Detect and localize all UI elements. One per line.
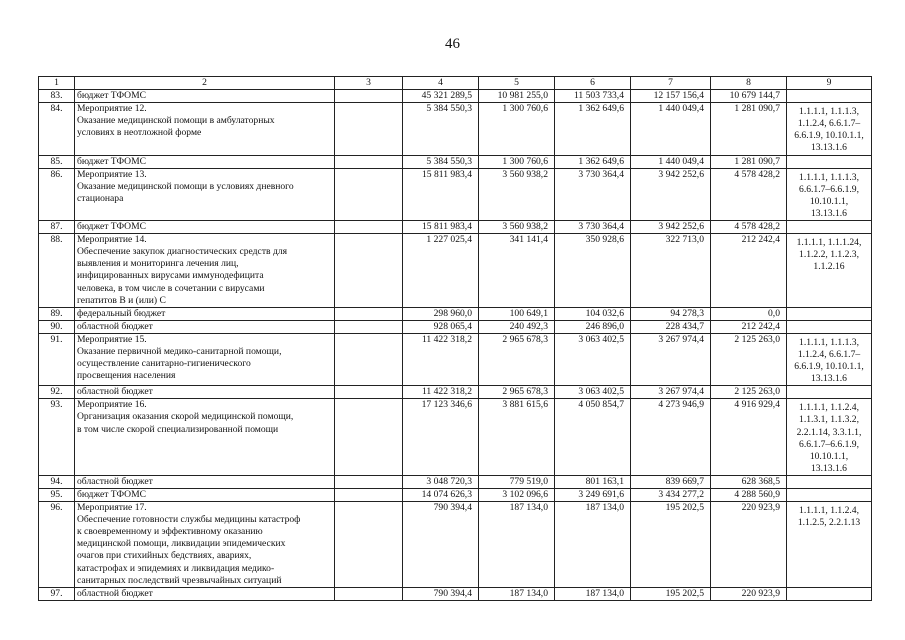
year-2-value: 3 063 402,5 (555, 386, 631, 399)
description-line: Мероприятие 15. (77, 333, 147, 345)
year-1-value: 2 965 678,3 (479, 333, 555, 385)
indicator-codes (787, 155, 872, 168)
code-line: 13.13.1.6 (811, 462, 847, 474)
year-1-value: 1 300 760,6 (479, 155, 555, 168)
header-cell: 3 (335, 77, 403, 90)
description-line: областной бюджет (77, 320, 153, 332)
code-line: 2.2.1.14, 3.3.1.1, (796, 426, 862, 438)
total-value: 17 123 346,6 (403, 399, 479, 476)
row-description (75, 90, 335, 103)
row-number: 93. (39, 399, 75, 476)
table-body (39, 90, 872, 601)
year-2-value: 3 730 364,4 (555, 221, 631, 234)
indicator-codes (787, 386, 872, 399)
code-line: 1.1.2.2, 1.1.2.3, (799, 249, 859, 261)
description-line: очагов при стихийных бедствиях, авариях, (77, 550, 252, 562)
code-line: 13.13.1.6 (811, 207, 847, 219)
code-line: 1.1.2.16 (813, 261, 845, 273)
indicator-codes (787, 307, 872, 320)
year-3-value: 839 669,7 (631, 475, 711, 488)
row-description (75, 307, 335, 320)
code-line: 1.1.1.1, 1.1.1.3, (799, 171, 859, 183)
table-row (39, 90, 872, 103)
description-line: выявления и мониторинга лечения лиц, (77, 258, 239, 270)
description-line: федеральный бюджет (77, 307, 166, 319)
indicator-codes (787, 587, 872, 600)
year-2-value: 4 050 854,7 (555, 399, 631, 476)
column-3-value (335, 155, 403, 168)
header-cell: 9 (787, 77, 872, 90)
year-1-value: 3 102 096,6 (479, 489, 555, 502)
row-number: 97. (39, 587, 75, 600)
description-line: бюджет ТФОМС (77, 489, 146, 500)
year-1-value: 341 141,4 (479, 234, 555, 308)
year-4-value: 220 923,9 (711, 502, 787, 588)
header-row (39, 77, 872, 90)
header-cell: 5 (479, 77, 555, 90)
table-row (39, 320, 872, 333)
header-cell: 7 (631, 77, 711, 90)
table-row (39, 502, 872, 588)
table-row (39, 155, 872, 168)
row-number: 89. (39, 307, 75, 320)
code-line: 6.6.1.7–6.6.1.9, (799, 438, 859, 450)
code-line: 6.6.1.9, 10.10.1.1, (794, 361, 864, 373)
column-3-value (335, 475, 403, 488)
year-2-value: 3 730 364,4 (555, 168, 631, 220)
column-3-value (335, 399, 403, 476)
year-3-value: 322 713,0 (631, 234, 711, 308)
header-cell: 4 (403, 77, 479, 90)
table-row (39, 587, 872, 600)
year-4-value: 1 281 090,7 (711, 155, 787, 168)
code-line: 1.1.1.1, 1.1.2.4, (799, 402, 859, 414)
row-description (75, 221, 335, 234)
code-line: 1.1.1.1, 1.1.1.24, (796, 237, 862, 249)
year-1-value: 779 519,0 (479, 475, 555, 488)
year-4-value: 4 578 428,2 (711, 168, 787, 220)
year-4-value: 2 125 263,0 (711, 333, 787, 385)
column-3-value (335, 386, 403, 399)
year-3-value: 3 434 277,2 (631, 489, 711, 502)
row-description (75, 155, 335, 168)
indicator-codes (787, 320, 872, 333)
description-line: бюджет ТФОМС (77, 221, 146, 233)
code-line: 1.1.2.5, 2.2.1.13 (797, 517, 861, 529)
year-2-value: 1 362 649,6 (555, 103, 631, 155)
row-description (75, 399, 335, 476)
row-description (75, 320, 335, 333)
indicator-codes (787, 103, 872, 155)
description-line: областной бюджет (77, 386, 153, 398)
description-line: Мероприятие 12. (77, 103, 147, 115)
row-description (75, 502, 335, 588)
code-line: 1.1.2.4, 6.6.1.7– (797, 118, 861, 130)
year-1-value: 3 560 938,2 (479, 221, 555, 234)
row-description (75, 103, 335, 155)
table-row (39, 234, 872, 308)
description-line: Обеспечение закупок диагностических средств для (77, 246, 288, 258)
description-line: инфицированных вирусами иммунодефицита (77, 270, 264, 282)
table-row (39, 399, 872, 476)
total-value: 928 065,4 (403, 320, 479, 333)
description-line: Обеспечение готовности службы медицины катастроф (77, 514, 301, 526)
row-description (75, 587, 335, 600)
year-3-value: 1 440 049,4 (631, 103, 711, 155)
table-row (39, 386, 872, 399)
total-value: 14 074 626,3 (403, 489, 479, 502)
year-3-value: 94 278,3 (631, 307, 711, 320)
description-line: Оказание медицинской помощи в амбулаторных (77, 115, 275, 127)
description-line: просвещения населения (77, 370, 176, 382)
description-line: Мероприятие 13. (77, 168, 147, 180)
column-3-value (335, 168, 403, 220)
description-line: условиях в неотложной форме (77, 127, 202, 139)
total-value: 11 422 318,2 (403, 333, 479, 385)
column-3-value (335, 587, 403, 600)
row-number: 94. (39, 475, 75, 488)
code-line: 10.10.1.1, (809, 450, 849, 462)
code-line: 1.1.1.1, 1.1.1.3, (799, 336, 859, 348)
row-number: 92. (39, 386, 75, 399)
row-number: 83. (39, 90, 75, 103)
column-3-value (335, 221, 403, 234)
description-line: санитарных последствий чрезвычайных ситуаций (77, 574, 282, 586)
header-cell: 1 (39, 77, 75, 90)
year-3-value: 195 202,5 (631, 587, 711, 600)
row-description (75, 333, 335, 385)
code-line: 13.13.1.6 (811, 142, 847, 154)
indicator-codes (787, 502, 872, 588)
row-description (75, 168, 335, 220)
header-cell: 8 (711, 77, 787, 90)
row-description (75, 386, 335, 399)
column-3-value (335, 103, 403, 155)
year-4-value: 4 916 929,4 (711, 399, 787, 476)
year-4-value: 1 281 090,7 (711, 103, 787, 155)
column-3-value (335, 320, 403, 333)
header-cell: 2 (75, 77, 335, 90)
table-row (39, 307, 872, 320)
year-4-value: 4 578 428,2 (711, 221, 787, 234)
year-1-value: 3 560 938,2 (479, 168, 555, 220)
row-number: 87. (39, 221, 75, 234)
description-line: областной бюджет (77, 587, 153, 599)
description-line: Мероприятие 17. (77, 502, 147, 514)
description-line: Организация оказания скорой медицинской помощи, (77, 411, 294, 423)
row-number: 95. (39, 489, 75, 502)
year-2-value: 187 134,0 (555, 502, 631, 588)
description-line: стационара (77, 192, 124, 204)
description-line: гепатитов В и (или) С (77, 294, 166, 306)
year-1-value: 10 981 255,0 (479, 90, 555, 103)
header-cell: 6 (555, 77, 631, 90)
year-2-value: 1 362 649,6 (555, 155, 631, 168)
page-number: 46 (445, 36, 460, 52)
indicator-codes (787, 489, 872, 502)
code-line: 1.1.3.1, 1.1.3.2, (799, 414, 859, 426)
indicator-codes (787, 333, 872, 385)
year-4-value: 4 288 560,9 (711, 489, 787, 502)
year-4-value: 2 125 263,0 (711, 386, 787, 399)
total-value: 45 321 289,5 (403, 90, 479, 103)
year-4-value: 212 242,4 (711, 234, 787, 308)
year-3-value: 3 267 974,4 (631, 333, 711, 385)
table-row (39, 221, 872, 234)
year-2-value: 350 928,6 (555, 234, 631, 308)
description-line: бюджет ТФОМС (77, 90, 146, 102)
row-number: 85. (39, 155, 75, 168)
year-2-value: 801 163,1 (555, 475, 631, 488)
description-line: к своевременному и эффективному оказанию (77, 526, 263, 538)
year-3-value: 3 942 252,6 (631, 221, 711, 234)
indicator-codes (787, 221, 872, 234)
year-3-value: 228 434,7 (631, 320, 711, 333)
year-1-value: 100 649,1 (479, 307, 555, 320)
year-1-value: 2 965 678,3 (479, 386, 555, 399)
year-4-value: 220 923,9 (711, 587, 787, 600)
description-line: в том числе скорой специализированной помощи (77, 423, 279, 435)
code-line: 1.1.1.1, 1.1.2.4, (799, 505, 859, 517)
year-4-value: 628 368,5 (711, 475, 787, 488)
description-line: областной бюджет (77, 475, 153, 487)
year-3-value: 1 440 049,4 (631, 155, 711, 168)
row-number: 90. (39, 320, 75, 333)
total-value: 3 048 720,3 (403, 475, 479, 488)
code-line: 10.10.1.1, (809, 195, 849, 207)
total-value: 790 394,4 (403, 502, 479, 588)
year-1-value: 3 881 615,6 (479, 399, 555, 476)
year-4-value: 212 242,4 (711, 320, 787, 333)
indicator-codes (787, 475, 872, 488)
year-3-value: 3 267 974,4 (631, 386, 711, 399)
total-value: 5 384 550,3 (403, 103, 479, 155)
total-value: 5 384 550,3 (403, 155, 479, 168)
description-line: Оказание медицинской помощи в условиях дневного (77, 180, 294, 192)
column-3-value (335, 502, 403, 588)
indicator-codes (787, 168, 872, 220)
row-number: 88. (39, 234, 75, 308)
column-3-value (335, 489, 403, 502)
row-number: 91. (39, 333, 75, 385)
row-description (75, 489, 335, 502)
year-2-value: 11 503 733,4 (555, 90, 631, 103)
column-3-value (335, 307, 403, 320)
table-row (39, 333, 872, 385)
year-2-value: 3 063 402,5 (555, 333, 631, 385)
year-1-value: 187 134,0 (479, 587, 555, 600)
year-3-value: 3 942 252,6 (631, 168, 711, 220)
total-value: 298 960,0 (403, 307, 479, 320)
indicator-codes (787, 399, 872, 476)
table-row (39, 168, 872, 220)
row-number: 86. (39, 168, 75, 220)
code-line: 1.1.1.1, 1.1.1.3, (799, 106, 859, 118)
row-description (75, 234, 335, 308)
description-line: катастрофах и эпидемиях и ликвидация медико- (77, 562, 275, 574)
table-row (39, 103, 872, 155)
indicator-codes (787, 234, 872, 308)
row-number: 84. (39, 103, 75, 155)
indicator-codes (787, 90, 872, 103)
code-line: 6.6.1.7–6.6.1.9, (799, 183, 859, 195)
total-value: 1 227 025,4 (403, 234, 479, 308)
description-line: человека, в том числе в сочетании с вирусами (77, 282, 265, 294)
code-line: 6.6.1.9, 10.10.1.1, (794, 130, 864, 142)
code-line: 1.1.2.4, 6.6.1.7– (797, 348, 861, 360)
table-row (39, 489, 872, 502)
total-value: 15 811 983,4 (403, 221, 479, 234)
description-line: Мероприятие 14. (77, 234, 147, 246)
code-line: 13.13.1.6 (811, 373, 847, 385)
row-number: 96. (39, 502, 75, 588)
description-line: Мероприятие 16. (77, 399, 147, 411)
year-2-value: 104 032,6 (555, 307, 631, 320)
description-line: медицинской помощи, ликвидации эпидемических (77, 538, 286, 550)
table-row (39, 475, 872, 488)
description-line: осуществление санитарно-гигиенического (77, 358, 251, 370)
year-1-value: 187 134,0 (479, 502, 555, 588)
description-line: Оказание первичной медико-санитарной помощи, (77, 345, 282, 357)
year-1-value: 240 492,3 (479, 320, 555, 333)
description-line: бюджет ТФОМС (77, 155, 146, 167)
year-2-value: 246 896,0 (555, 320, 631, 333)
year-3-value: 4 273 946,9 (631, 399, 711, 476)
total-value: 790 394,4 (403, 587, 479, 600)
year-4-value: 10 679 144,7 (711, 90, 787, 103)
column-3-value (335, 90, 403, 103)
row-description (75, 475, 335, 488)
total-value: 15 811 983,4 (403, 168, 479, 220)
year-3-value: 12 157 156,4 (631, 90, 711, 103)
column-3-value (335, 234, 403, 308)
budget-table (38, 76, 872, 601)
year-1-value: 1 300 760,6 (479, 103, 555, 155)
column-3-value (335, 333, 403, 385)
year-4-value: 0,0 (711, 307, 787, 320)
year-2-value: 187 134,0 (555, 587, 631, 600)
year-2-value: 3 249 691,6 (555, 489, 631, 502)
total-value: 11 422 318,2 (403, 386, 479, 399)
year-3-value: 195 202,5 (631, 502, 711, 588)
